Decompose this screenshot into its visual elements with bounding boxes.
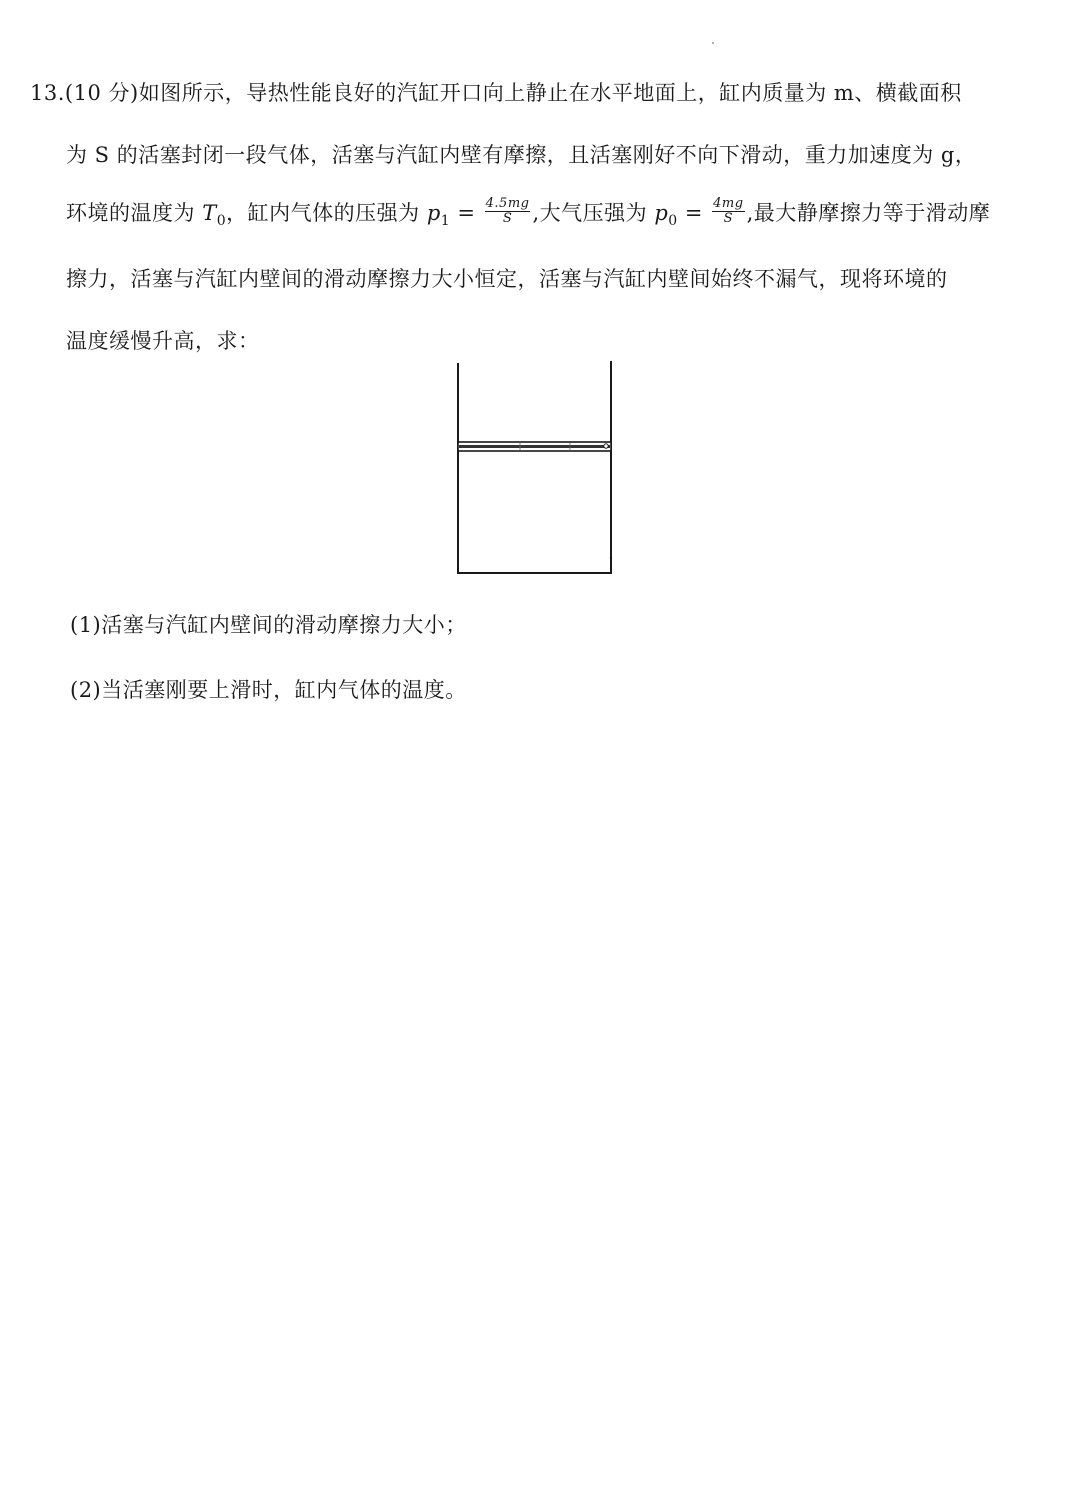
equals-sign-2: = — [677, 201, 711, 225]
problem-line-2 — [66, 140, 976, 170]
problem-line-1 — [30, 78, 962, 108]
problem-text-3c: ,大气压强为 — [532, 201, 655, 225]
problem-line-4 — [66, 264, 948, 294]
cylinder-diagram — [440, 355, 630, 585]
problem-text-1: 如图所示，导热性能良好的汽缸开口向上静止在水平地面上，缸内质量为 m、横截面积 — [138, 81, 962, 105]
problem-text-3d: ,最大静摩擦力等于滑动摩 — [746, 201, 991, 225]
problem-text-5: 温度缓慢升高，求： — [66, 329, 260, 353]
cylinder-walls — [457, 361, 612, 573]
problem-line-3 — [66, 198, 990, 236]
scan-speck — [712, 42, 714, 44]
pressure-p0-symbol: $p_0$ — [654, 201, 678, 229]
problem-score: (10 分) — [64, 81, 139, 105]
question-1: (1)活塞与汽缸内壁间的滑动摩擦力大小； — [70, 613, 467, 637]
problem-text-2: 为 S 的活塞封闭一段气体，活塞与汽缸内壁有摩擦，且活塞刚好不向下滑动，重力加速度为 g， — [66, 143, 977, 167]
problem-number: 13. — [30, 81, 65, 105]
problem-text-4: 擦力，活塞与汽缸内壁间的滑动摩擦力大小恒定，活塞与汽缸内壁间始终不漏气，现将环境的 — [66, 267, 948, 291]
temperature-symbol: $T_0$ — [202, 201, 227, 229]
question-2: (2)当活塞刚要上滑时，缸内气体的温度。 — [70, 678, 467, 702]
p0-fraction: $\frac{4mg}{S}$ — [713, 196, 744, 226]
problem-text-3a: 环境的温度为 — [66, 201, 203, 225]
wall-speck — [610, 557, 612, 559]
p1-fraction: $\frac{4.5mg}{S}$ — [485, 196, 530, 226]
equals-sign-1: = — [450, 201, 483, 225]
piston — [458, 442, 611, 451]
problem-text-3b: ，缸内气体的压强为 — [226, 201, 427, 225]
pressure-p1-symbol: $p_1$ — [426, 201, 451, 229]
problem-line-5 — [66, 326, 260, 356]
